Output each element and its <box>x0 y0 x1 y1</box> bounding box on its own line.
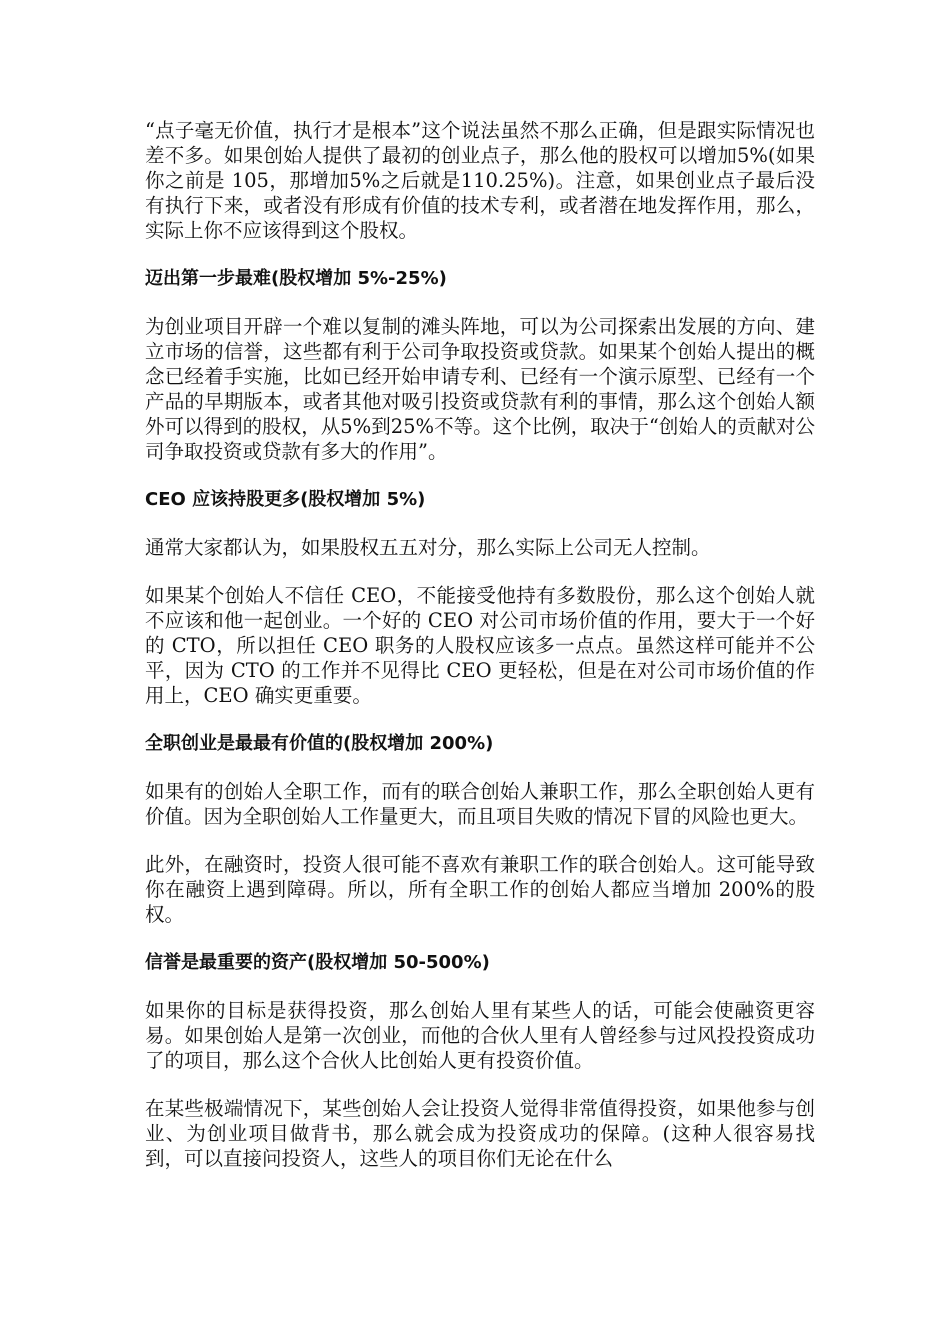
paragraph-idea-value: “点子毫无价值，执行才是根本”这个说法虽然不那么正确，但是跟实际情况也差不多。如果创始人提供了最初的创业点子，那么他的股权可以增加5%(如果你之前是 105，那增加5%之后就是110.25%)。注意，如果创业点子最后没有执行下来，或者没有形成有价值的技术专利，或者潜在地发挥作用，那么，实际上你不应该得到这个股权。 <box>145 119 815 242</box>
heading-ceo-share: CEO 应该持股更多(股权增加 5%) <box>145 489 426 510</box>
heading-full-time: 全职创业是最最有价值的(股权增加 200%) <box>145 733 494 754</box>
paragraph-extreme-cases: 在某些极端情况下，某些创始人会让投资人觉得非常值得投资，如果他参与创业、为创业项目做背书，那么就会成为投资成功的保障。(这种人很容易找到，可以直接问投资人，这些人的项目你们无论在什么 <box>145 1097 815 1170</box>
heading-first-step: 迈出第一步最难(股权增加 5%-25%) <box>145 268 447 289</box>
paragraph-financing: 此外，在融资时，投资人很可能不喜欢有兼职工作的联合创始人。这可能导致你在融资上遇到障碍。所以，所有全职工作的创始人都应当增加 200%的股权。 <box>145 853 815 926</box>
paragraph-full-time-value: 如果有的创始人全职工作，而有的联合创始人兼职工作，那么全职创始人更有价值。因为全职创始人工作量更大，而且项目失败的情况下冒的风险也更大。 <box>145 780 815 828</box>
heading-reputation: 信誉是最重要的资产(股权增加 50-500%) <box>145 952 490 973</box>
paragraph-investment-goal: 如果你的目标是获得投资，那么创始人里有某些人的话，可能会使融资更容易。如果创始人是第一次创业，而他的合伙人里有人曾经参与过风投投资成功了的项目，那么这个合伙人比创始人更有投资价值。 <box>145 999 815 1072</box>
paragraph-ceo-trust: 如果某个创始人不信任 CEO，不能接受他持有多数股份，那么这个创始人就不应该和他一起创业。一个好的 CEO 对公司市场价值的作用，要大于一个好的 CTO，所以担任 CEO 职务的人股权应该多一点点。虽然这样可能并不公平，因为 CTO 的工作并不见得比 CEO 更轻松，但是在对公司市场价值的作用上，CEO 确实更重要。 <box>145 584 815 707</box>
paragraph-beachhead: 为创业项目开辟一个难以复制的滩头阵地，可以为公司探索出发展的方向、建立市场的信誉，这些都有利于公司争取投资或贷款。如果某个创始人提出的概念已经着手实施，比如已经开始申请专利、已经有一个演示原型、已经有一个产品的早期版本，或者其他对吸引投资或贷款有利的事情，那么这个创始人额外可以得到的股权，从5%到25%不等。这个比例，取决于“创始人的贡献对公司争取投资或贷款有多大的作用”。 <box>145 315 815 463</box>
paragraph-fifty-fifty: 通常大家都认为，如果股权五五对分，那么实际上公司无人控制。 <box>145 536 711 559</box>
document-page <box>145 118 815 1194</box>
